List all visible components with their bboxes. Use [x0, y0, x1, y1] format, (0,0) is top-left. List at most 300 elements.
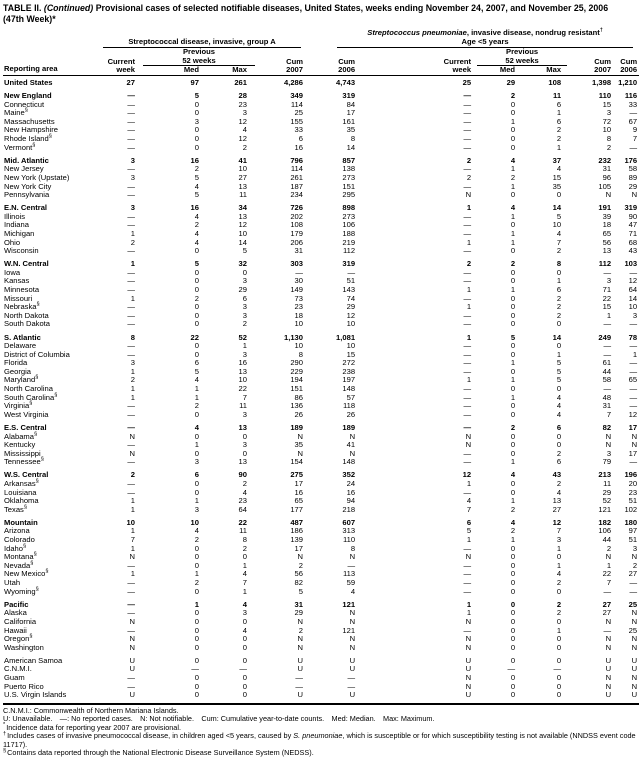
value-cell: 3: [606, 276, 612, 286]
value-cell: 14: [628, 293, 638, 303]
value-cell: 35: [346, 125, 356, 135]
value-cell: 113: [342, 569, 356, 579]
table-row: [3, 458, 639, 467]
reporting-area-label: Connecticut: [4, 99, 45, 109]
value-cell: 1: [556, 142, 562, 152]
value-cell: 1: [242, 586, 247, 596]
value-cell: N: [465, 552, 472, 562]
value-cell: 0: [510, 487, 516, 497]
value-cell: 0: [556, 655, 562, 665]
value-cell: 2: [242, 543, 247, 553]
value-cell: 0: [194, 625, 199, 635]
value-cell: —: [127, 440, 135, 450]
column-spacer: [363, 458, 437, 467]
table-row: [3, 101, 639, 110]
value-cell: 898: [342, 203, 356, 213]
reporting-area-label: Kansas: [4, 276, 30, 286]
value-cell: 313: [342, 526, 356, 536]
value-cell: 2: [510, 526, 516, 536]
value-cell: U: [129, 655, 135, 665]
table-row: [3, 627, 639, 636]
value-cell: 41: [238, 155, 247, 165]
value-cell: —: [603, 384, 612, 394]
value-cell: 2: [556, 125, 562, 135]
table-row: [3, 596, 639, 609]
value-cell: 0: [194, 616, 199, 626]
value-cell: U: [349, 664, 356, 674]
value-cell: 43: [552, 470, 562, 480]
reporting-area-label: New Hampshire: [4, 125, 59, 135]
value-cell: 35: [294, 440, 303, 450]
reporting-area-label: Puerto Rico: [4, 681, 44, 691]
value-cell: 1: [194, 384, 199, 394]
value-cell: —: [463, 276, 472, 286]
value-cell: 4: [194, 422, 199, 432]
value-cell: 0: [510, 366, 516, 376]
table-row: [3, 394, 639, 403]
value-cell: 0: [242, 634, 247, 644]
footnote: U: Unavailable. —: No reported cases. N: Not notifiable. Cum: Cumulative year-to-date counts. Med: Median. Max: Maximum.: [3, 714, 435, 724]
value-cell: 71: [602, 285, 612, 295]
value-cell: 13: [238, 181, 247, 191]
reporting-area-label: Michigan: [4, 228, 35, 238]
column-spacer: [363, 618, 437, 627]
value-cell: N: [605, 634, 612, 644]
column-spacer: [363, 433, 437, 442]
table-row: [3, 480, 639, 489]
value-cell: —: [629, 358, 638, 368]
value-cell: 10: [294, 319, 303, 329]
value-cell: 1: [130, 228, 135, 238]
col-header-max-p: Max: [546, 65, 562, 75]
value-cell: N: [349, 642, 356, 652]
reporting-area-label: Wyoming§: [4, 586, 39, 596]
reporting-area-label: W.N. Central: [4, 259, 49, 269]
value-cell: 0: [194, 479, 199, 488]
value-cell: 202: [290, 211, 303, 221]
value-cell: 37: [552, 155, 562, 165]
value-cell: N: [605, 552, 612, 562]
value-cell: —: [127, 560, 135, 570]
value-cell: 1,130: [283, 332, 303, 342]
reporting-area-label: Arizona: [4, 526, 30, 536]
value-cell: 29: [506, 77, 516, 87]
value-cell: 3: [194, 457, 199, 467]
value-cell: 1: [130, 504, 135, 514]
table-row: [3, 88, 639, 101]
value-cell: N: [605, 616, 612, 626]
reporting-area-label: South Carolina§: [4, 392, 58, 402]
value-cell: 27: [602, 599, 612, 609]
value-cell: 84: [346, 99, 356, 109]
value-cell: 41: [346, 440, 356, 450]
value-cell: —: [463, 384, 472, 394]
table-title-line2: (47th Week)*: [3, 13, 56, 24]
group-header-strep-a-title: Streptococcal disease, invasive, group A: [128, 36, 276, 46]
value-cell: —: [629, 341, 638, 351]
value-cell: 726: [290, 203, 303, 213]
value-cell: 0: [242, 448, 247, 458]
value-cell: 0: [194, 487, 199, 497]
value-cell: 0: [194, 134, 199, 144]
col-header-cum-2006-p: Cum 2006: [620, 56, 638, 75]
value-cell: 0: [194, 341, 199, 351]
value-cell: 0: [556, 634, 562, 644]
value-cell: 1: [466, 479, 472, 488]
value-cell: U: [297, 655, 303, 665]
table-row: [3, 376, 639, 385]
col-header-max-a: Max: [232, 65, 247, 75]
value-cell: 5: [194, 91, 199, 101]
value-cell: 73: [294, 293, 303, 303]
table-row: [3, 497, 639, 506]
value-cell: 0: [510, 599, 516, 609]
value-cell: 25: [628, 599, 638, 609]
value-cell: —: [629, 586, 638, 596]
value-cell: U: [297, 664, 303, 674]
value-cell: 16: [294, 142, 303, 152]
value-cell: 1: [466, 285, 472, 295]
value-cell: 1: [130, 496, 135, 506]
table-row: [3, 126, 639, 135]
value-cell: 29: [294, 608, 303, 618]
value-cell: 10: [628, 302, 638, 312]
value-cell: 796: [290, 155, 303, 165]
reporting-area-label: North Dakota: [4, 310, 49, 320]
value-cell: 4: [556, 487, 562, 497]
column-spacer: [363, 527, 437, 536]
value-cell: 0: [556, 690, 562, 700]
value-cell: 8: [350, 543, 356, 553]
value-cell: 71: [628, 228, 638, 238]
value-cell: 2: [510, 422, 516, 432]
table-row: [3, 545, 639, 554]
value-cell: 0: [510, 349, 516, 359]
value-cell: 151: [290, 384, 303, 394]
column-spacer: [363, 562, 437, 571]
reporting-area-label: Idaho§: [4, 543, 27, 553]
value-cell: 138: [342, 164, 356, 174]
value-cell: 2: [556, 578, 562, 588]
reporting-area-label: Arkansas§: [4, 478, 39, 488]
table-row: [3, 135, 639, 144]
value-cell: 1: [556, 625, 562, 635]
value-cell: U: [631, 655, 638, 665]
reporting-area-label: Mississippi: [4, 448, 41, 458]
value-cell: N: [297, 642, 303, 652]
value-cell: 0: [510, 190, 516, 200]
value-cell: N: [605, 440, 612, 450]
value-cell: 2: [510, 259, 516, 269]
value-cell: 0: [194, 142, 199, 152]
value-cell: —: [629, 267, 638, 277]
reporting-area-label: Maryland§: [4, 374, 39, 385]
value-cell: N: [631, 642, 638, 652]
value-cell: 0: [556, 190, 562, 200]
value-cell: 0: [510, 681, 516, 691]
column-spacer: [363, 609, 437, 618]
reporting-area-label: W.S. Central: [4, 470, 49, 480]
value-cell: N: [605, 190, 612, 200]
value-cell: 11: [239, 190, 247, 200]
value-cell: 78: [628, 332, 638, 342]
value-cell: 3: [130, 172, 135, 182]
value-cell: —: [463, 310, 472, 320]
value-cell: 261: [234, 77, 247, 87]
value-cell: 16: [294, 487, 303, 497]
value-cell: 177: [290, 504, 303, 514]
value-cell: 1: [632, 349, 638, 359]
value-cell: —: [463, 164, 472, 174]
column-spacer: [363, 256, 437, 269]
value-cell: N: [297, 552, 303, 562]
value-cell: —: [127, 401, 135, 411]
value-cell: —: [127, 91, 135, 101]
col-header-cum-2006-a: Cum 2006: [338, 56, 356, 75]
value-cell: 1: [130, 366, 135, 376]
value-cell: 2: [556, 302, 562, 312]
value-cell: 106: [342, 220, 356, 230]
value-cell: —: [127, 672, 135, 682]
value-cell: —: [127, 586, 135, 596]
value-cell: —: [463, 448, 472, 458]
value-cell: 1: [130, 543, 135, 553]
value-cell: 0: [194, 672, 199, 682]
column-spacer: [363, 174, 437, 183]
column-spacer: [363, 239, 437, 248]
table-row: [3, 230, 639, 239]
value-cell: 17: [294, 479, 303, 488]
value-cell: 1: [510, 358, 516, 368]
value-cell: 27: [126, 77, 135, 87]
value-cell: 110: [342, 535, 356, 545]
value-cell: —: [295, 267, 303, 277]
value-cell: U: [465, 655, 472, 665]
value-cell: 219: [342, 237, 356, 247]
value-cell: —: [463, 181, 472, 191]
value-cell: 44: [602, 366, 612, 376]
value-cell: N: [297, 431, 303, 441]
table-row: [3, 144, 639, 153]
value-cell: 29: [628, 181, 638, 191]
value-cell: —: [127, 190, 135, 200]
value-cell: 22: [190, 332, 199, 342]
value-cell: 0: [242, 431, 247, 441]
value-cell: 12: [628, 409, 638, 419]
column-spacer: [363, 691, 437, 700]
table-row: [3, 200, 639, 213]
value-cell: 0: [194, 285, 199, 295]
reporting-area-label: E.N. Central: [4, 203, 48, 213]
value-cell: 30: [294, 276, 303, 286]
col-header-cum-2007-p: Cum 2007: [594, 56, 612, 75]
value-cell: —: [629, 392, 638, 402]
reporting-area-label: West Virginia: [4, 409, 49, 419]
table-row: [3, 286, 639, 295]
value-cell: N: [349, 552, 356, 562]
value-cell: 232: [598, 155, 612, 165]
table-row: [3, 320, 639, 329]
value-cell: 7: [606, 578, 612, 588]
value-cell: 39: [602, 211, 612, 221]
column-spacer: [363, 394, 437, 403]
value-cell: 1: [510, 285, 516, 295]
value-cell: 197: [342, 375, 356, 385]
value-cell: 1: [466, 535, 472, 545]
value-cell: 15: [602, 99, 612, 109]
value-cell: 114: [290, 99, 303, 109]
value-cell: 11: [239, 401, 247, 411]
value-cell: 319: [342, 259, 356, 269]
reporting-area-label: U.S. Virgin Islands: [4, 690, 67, 700]
column-spacer: [363, 480, 437, 489]
table-row: [3, 277, 639, 286]
value-cell: 0: [194, 125, 199, 135]
value-cell: 29: [346, 302, 356, 312]
value-cell: 487: [290, 517, 303, 527]
reporting-area-label: New York (Upstate): [4, 172, 70, 182]
value-cell: 121: [598, 504, 612, 514]
value-cell: 179: [290, 228, 303, 238]
value-cell: 2: [194, 401, 199, 411]
value-cell: 2: [556, 293, 562, 303]
value-cell: —: [463, 99, 472, 109]
value-cell: —: [553, 664, 562, 674]
value-cell: 4: [556, 401, 562, 411]
col-header-med-a: Med: [183, 65, 199, 75]
value-cell: 97: [190, 77, 199, 87]
value-cell: N: [297, 634, 303, 644]
column-spacer: [363, 579, 437, 588]
value-cell: 0: [510, 409, 516, 419]
value-cell: —: [127, 319, 135, 329]
reporting-area-label: S. Atlantic: [4, 332, 41, 342]
value-cell: 0: [510, 267, 516, 277]
value-cell: 0: [194, 586, 199, 596]
value-cell: 51: [628, 496, 638, 506]
reporting-area-label: Minnesota: [4, 285, 40, 295]
table-row: [3, 312, 639, 321]
value-cell: 3: [242, 108, 247, 118]
column-spacer: [363, 545, 437, 554]
value-cell: N: [129, 552, 135, 562]
value-cell: 5: [194, 259, 199, 269]
value-cell: —: [463, 422, 472, 432]
value-cell: 0: [510, 440, 516, 450]
value-cell: 6: [556, 422, 562, 432]
value-cell: —: [127, 302, 135, 312]
value-cell: 0: [194, 99, 199, 109]
value-cell: 1: [510, 211, 516, 221]
value-cell: 0: [510, 586, 516, 596]
table-row: [3, 683, 639, 692]
value-cell: 1: [466, 332, 472, 342]
value-cell: —: [603, 267, 612, 277]
value-cell: 3: [130, 155, 135, 165]
reporting-area-label: New England: [4, 91, 52, 101]
value-cell: 273: [342, 172, 356, 182]
value-cell: 7: [606, 409, 612, 419]
table-row: [3, 256, 639, 269]
column-spacer: [363, 635, 437, 644]
value-cell: 0: [556, 440, 562, 450]
column-spacer: [363, 76, 437, 88]
value-cell: —: [629, 384, 638, 394]
value-cell: 0: [510, 246, 516, 256]
value-cell: —: [463, 108, 472, 118]
value-cell: 1: [606, 560, 612, 570]
value-cell: 27: [552, 504, 562, 514]
reporting-area-label: Kentucky: [4, 440, 36, 450]
value-cell: 65: [602, 228, 612, 238]
reporting-area-label: Illinois: [4, 211, 26, 221]
footnote: §Contains data reported through the National Electronic Disease Surveillance System (NEDSS).: [3, 747, 314, 758]
value-cell: 0: [510, 616, 516, 626]
value-cell: 12: [238, 134, 247, 144]
reporting-area-label: Oklahoma: [4, 496, 39, 506]
value-cell: 22: [602, 293, 612, 303]
value-cell: —: [507, 664, 516, 674]
value-cell: 10: [238, 375, 247, 385]
column-spacer: [363, 683, 437, 692]
value-cell: 180: [624, 517, 638, 527]
column-spacer: [363, 368, 437, 377]
group-header-pneumo: [363, 29, 639, 48]
value-cell: 2: [556, 134, 562, 144]
value-cell: 1: [510, 457, 516, 467]
table-row: [3, 191, 639, 200]
table-row: [3, 385, 639, 394]
table-header: [3, 29, 639, 76]
value-cell: 2: [510, 504, 516, 514]
table-row: [3, 553, 639, 562]
value-cell: 0: [556, 431, 562, 441]
value-cell: N: [631, 672, 638, 682]
value-cell: N: [631, 552, 638, 562]
value-cell: 0: [510, 108, 516, 118]
value-cell: —: [295, 681, 303, 691]
reporting-area-label: Colorado: [4, 535, 35, 545]
value-cell: N: [349, 608, 356, 618]
value-cell: 290: [290, 358, 303, 368]
value-cell: N: [129, 448, 135, 458]
column-spacer: [363, 402, 437, 411]
value-cell: —: [463, 349, 472, 359]
reporting-area-label: Mid. Atlantic: [4, 155, 49, 165]
reporting-area-label: Maine§: [4, 107, 28, 118]
column-spacer: [363, 665, 437, 674]
value-cell: 0: [194, 431, 199, 441]
value-cell: 17: [628, 422, 638, 432]
value-cell: 0: [556, 552, 562, 562]
table-row: [3, 183, 639, 192]
value-cell: 1: [194, 392, 199, 402]
value-cell: 4,286: [283, 77, 303, 87]
column-spacer: [363, 312, 437, 321]
value-cell: —: [463, 487, 472, 497]
value-cell: —: [127, 246, 135, 256]
column-spacer: [363, 536, 437, 545]
value-cell: N: [129, 616, 135, 626]
value-cell: —: [463, 220, 472, 230]
value-cell: 857: [342, 155, 356, 165]
value-cell: 7: [556, 526, 562, 536]
value-cell: 14: [346, 142, 356, 152]
value-cell: 155: [290, 116, 303, 126]
value-cell: 3: [632, 310, 638, 320]
value-cell: —: [463, 267, 472, 277]
group-header-strep-a: [103, 29, 363, 48]
